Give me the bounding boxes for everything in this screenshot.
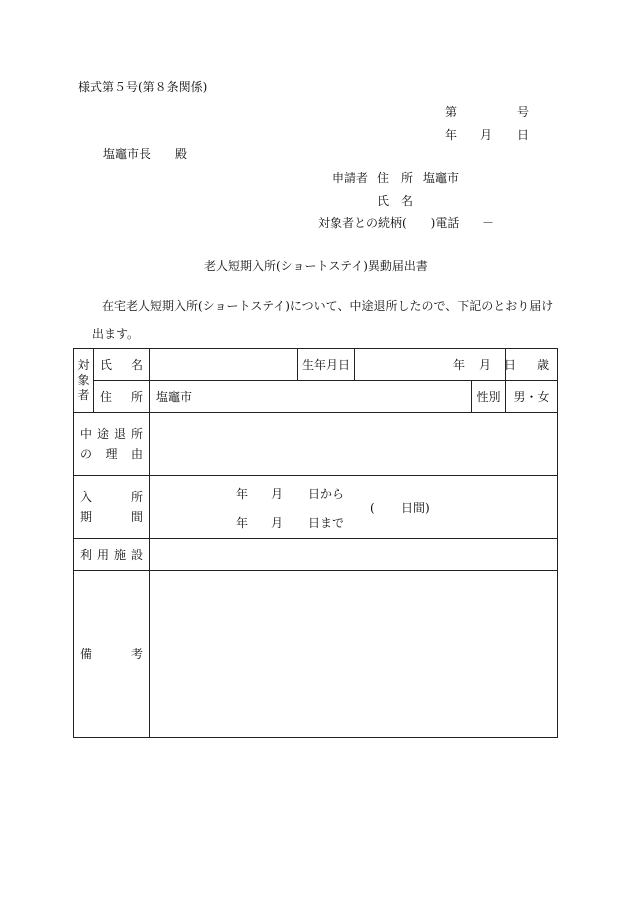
name-label: 氏 名 xyxy=(94,349,150,381)
reason-label-cell xyxy=(74,413,150,476)
sex-label: 性別 xyxy=(472,381,506,413)
date-day: 日 xyxy=(517,128,530,142)
applicant-label: 申請者 xyxy=(332,171,369,185)
reason-label-line2: の理由 xyxy=(80,447,143,461)
sex-value[interactable]: 男・女 xyxy=(506,381,558,413)
table-row-period xyxy=(74,476,558,539)
to-suffix: 日まで xyxy=(308,516,345,530)
body-text-line2: 出ます。 xyxy=(92,327,140,341)
doc-number-label: 第 xyxy=(445,105,458,119)
address-value[interactable]: 塩竈市 xyxy=(150,381,472,413)
days-open-paren: ( xyxy=(370,501,375,515)
table-row-name xyxy=(74,349,558,381)
birth-year-label: 年 xyxy=(453,358,466,372)
body-text-line1: 在宅老人短期入所(ショートステイ)について、中途退所したので、下記のとおり届け xyxy=(102,299,554,313)
table-row-address xyxy=(74,381,558,413)
period-label-line1: 入 所 xyxy=(80,490,143,504)
facility-label: 利用施設 xyxy=(74,539,150,571)
period-label-line2: 期 間 xyxy=(80,510,143,524)
name-input-cell[interactable] xyxy=(150,349,298,381)
phone-dash: － xyxy=(482,216,495,230)
applicant-address-label: 住 所 xyxy=(377,171,414,185)
from-year-label: 年 xyxy=(236,487,249,501)
birth-label: 生年月日 xyxy=(298,349,355,381)
relation-phone-label: 対象者との続柄( )電話 xyxy=(318,216,460,230)
date-month: 月 xyxy=(480,128,493,142)
age-label: 歳 xyxy=(506,349,558,381)
remarks-input-cell[interactable] xyxy=(150,571,558,738)
date-year: 年 xyxy=(445,128,458,142)
from-month-label: 月 xyxy=(271,487,284,501)
address-label: 住 所 xyxy=(94,381,150,413)
facility-input-cell[interactable] xyxy=(150,539,558,571)
subject-char: 対 xyxy=(77,358,90,372)
from-suffix: 日から xyxy=(308,487,345,501)
birth-date-cell[interactable] xyxy=(355,349,517,381)
subject-cell xyxy=(74,349,94,413)
doc-number-suffix: 号 xyxy=(517,105,530,119)
birth-month-label: 月 xyxy=(479,358,492,372)
subject-char: 者 xyxy=(77,388,90,402)
days-label: 日間) xyxy=(401,501,430,515)
addressee: 塩竈市長 殿 xyxy=(103,147,188,161)
reason-input-cell[interactable] xyxy=(150,413,558,476)
to-year-label: 年 xyxy=(236,516,249,530)
applicant-name-label: 氏 名 xyxy=(377,194,414,208)
table-row-facility xyxy=(74,539,558,571)
subject-char: 象 xyxy=(77,373,90,387)
birth-day-label: 日 xyxy=(504,358,517,372)
reason-label-line1: 中途退所 xyxy=(80,427,143,441)
applicant-address-value: 塩竈市 xyxy=(423,171,460,185)
document-title: 老人短期入所(ショートステイ)異動届出書 xyxy=(204,259,428,273)
period-input-cell[interactable] xyxy=(150,476,558,539)
form-number: 様式第５号(第８条関係) xyxy=(78,80,208,94)
form-table xyxy=(73,348,558,738)
table-row-remarks xyxy=(74,571,558,738)
to-month-label: 月 xyxy=(271,516,284,530)
table-row-reason xyxy=(74,413,558,476)
remarks-label: 備 考 xyxy=(74,571,150,738)
period-label-cell xyxy=(74,476,150,539)
